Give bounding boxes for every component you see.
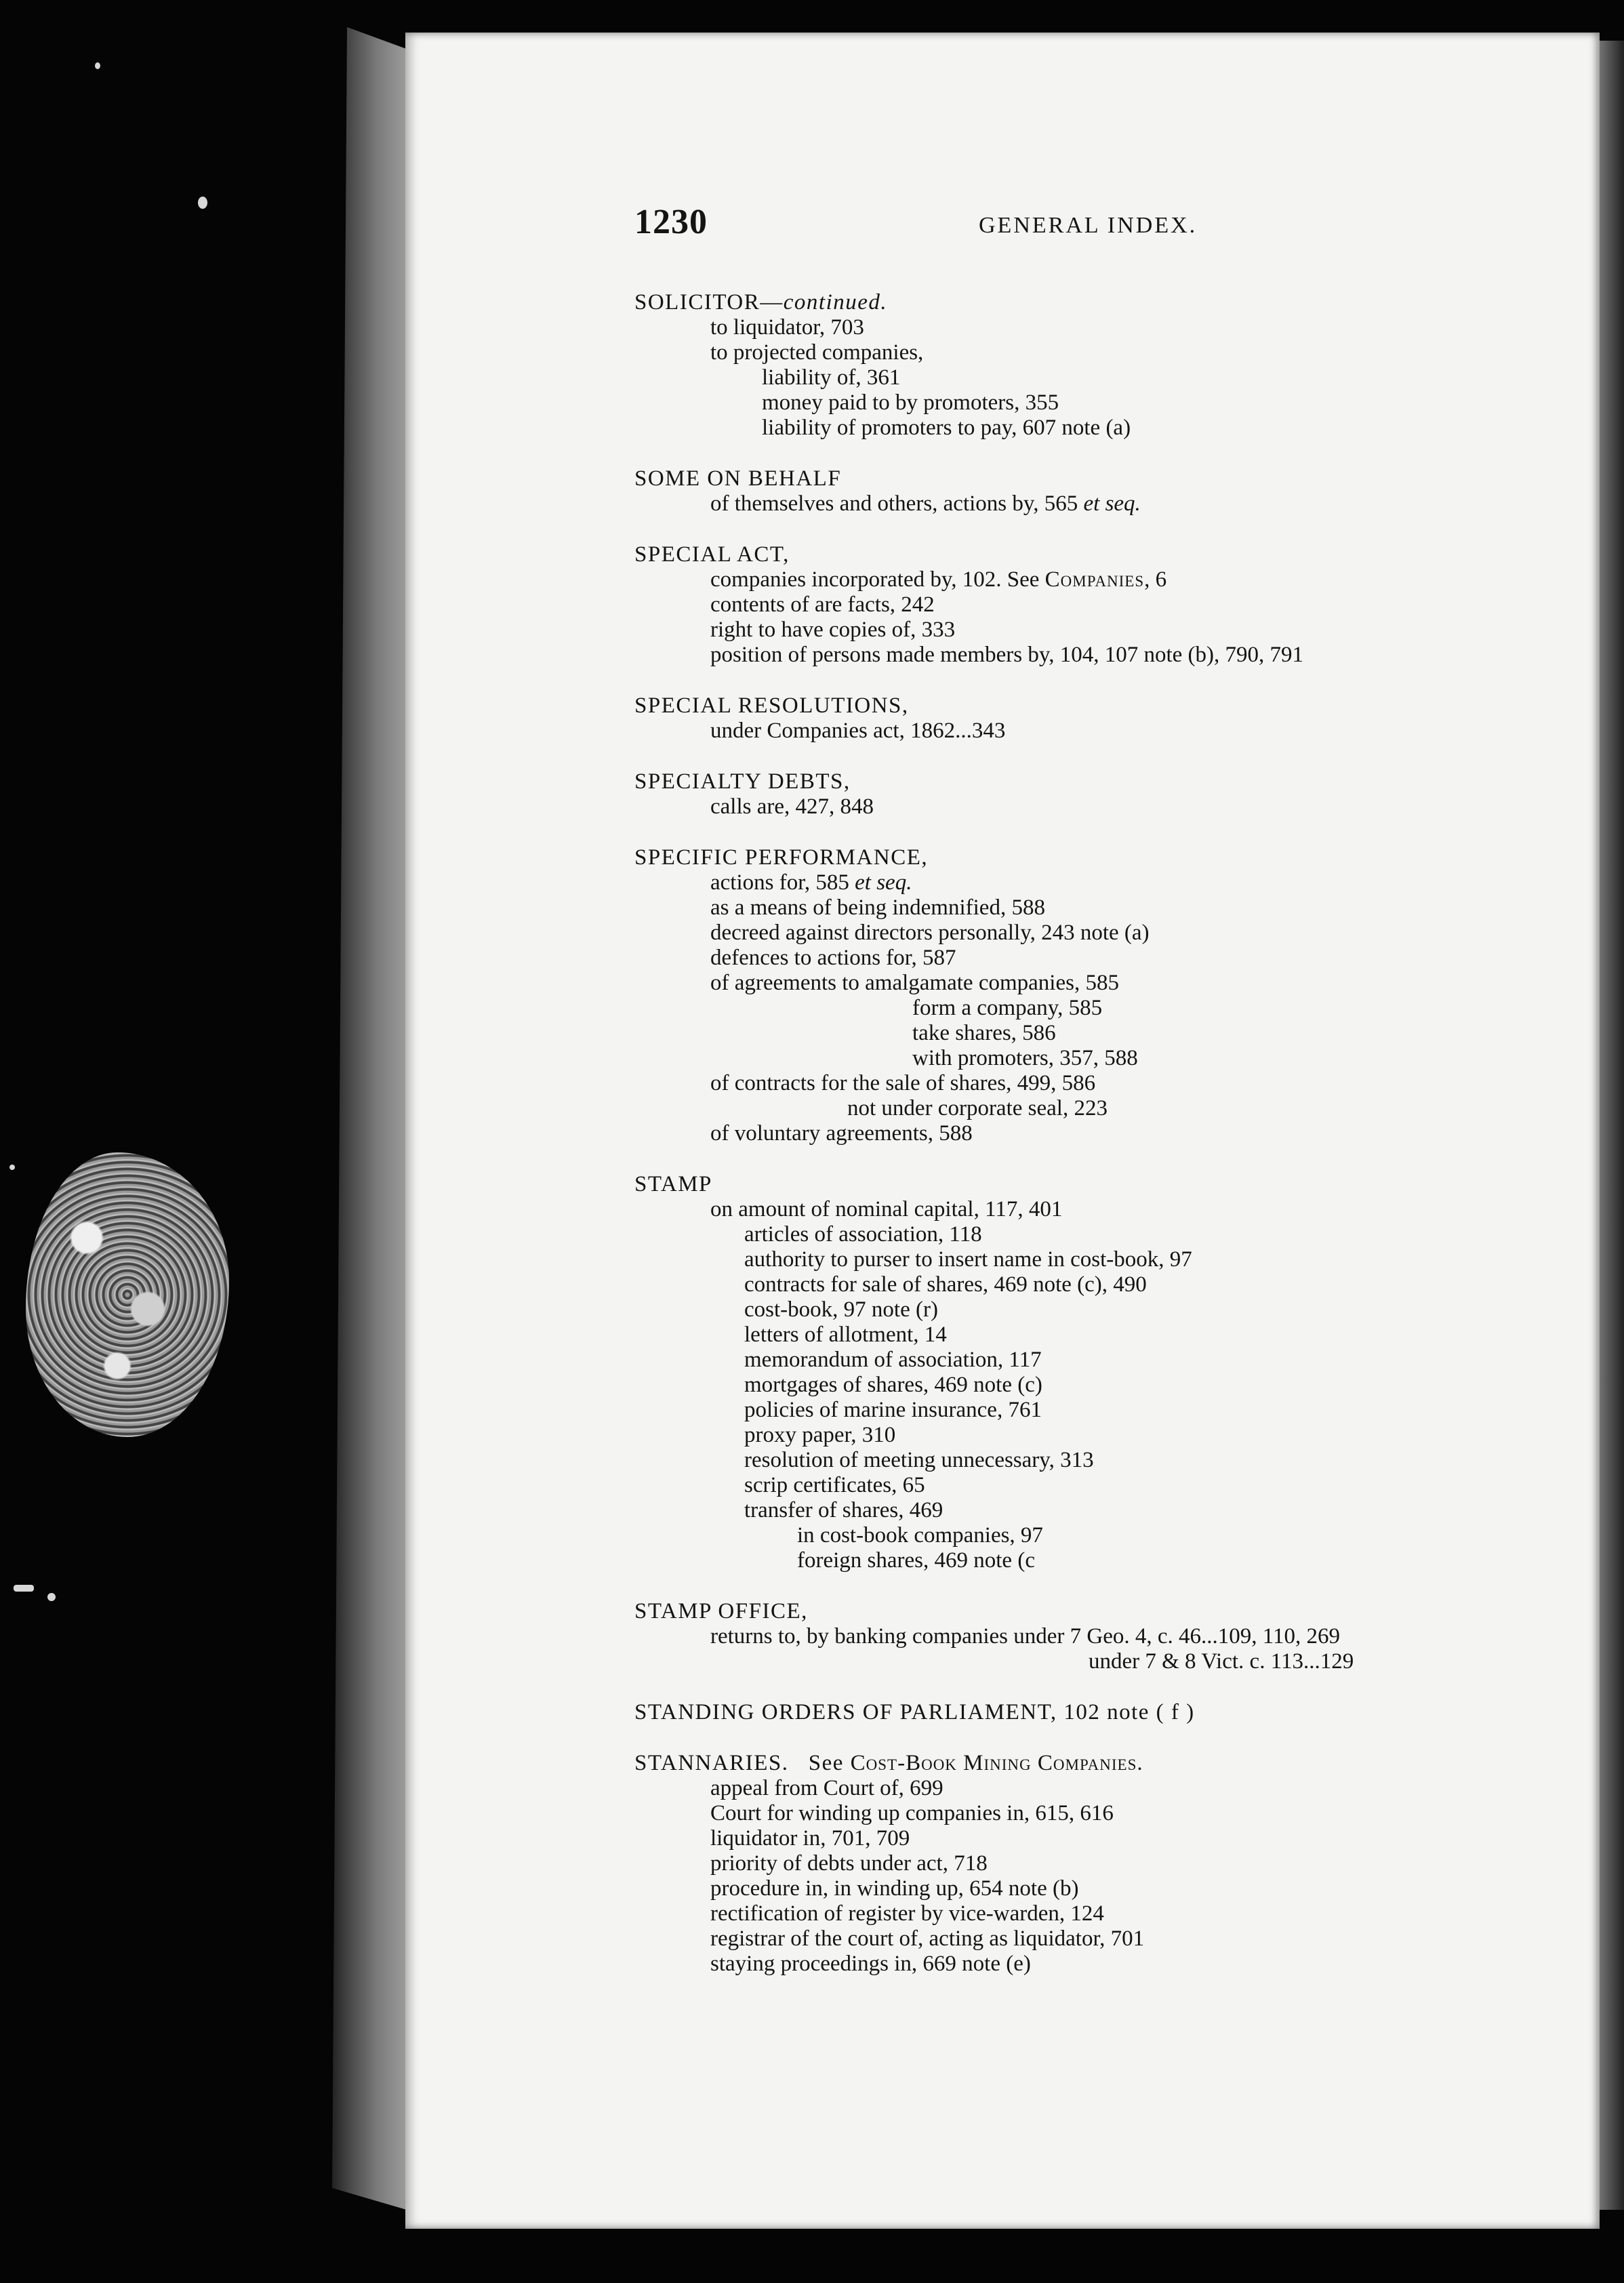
sub-entry: proxy paper, 310 (744, 1423, 896, 1447)
page-number: 1230 (634, 203, 708, 241)
sub-entry: liability of, 361 (762, 365, 901, 390)
sub-entry: of contracts for the sale of shares, 499, 586 (710, 1071, 1096, 1095)
dust-speck (95, 62, 100, 69)
index-entry-solicitor (634, 290, 1604, 441)
sub-entry: in cost-book companies, 97 (797, 1523, 1043, 1548)
index-entry-stamp-office (634, 1599, 1604, 1674)
sub-entry: scrip certificates, 65 (744, 1473, 925, 1497)
dust-speck (47, 1593, 56, 1601)
sub-entry: to liquidator, 703 (710, 315, 864, 340)
index-entry-specific-performance (634, 845, 1604, 1146)
index-entry-stannaries (634, 1751, 1604, 1977)
entry-heading: SPECIFIC PERFORMANCE, (634, 845, 929, 870)
sub-entry: registrar of the court of, acting as liquidator, 701 (710, 1926, 1145, 1951)
sub-entry: take shares, 586 (912, 1021, 1056, 1045)
sub-entry: under Companies act, 1862...343 (710, 719, 1006, 743)
book-page (405, 33, 1600, 2229)
sub-entry: mortgages of shares, 469 note (c) (744, 1373, 1042, 1397)
book-page-edges (332, 27, 407, 2210)
sub-entry: with promoters, 357, 588 (912, 1046, 1138, 1070)
index-entry-some-on-behalf (634, 466, 1604, 517)
sub-entry: decreed against directors personally, 243 note (a) (710, 921, 1150, 945)
dust-speck (198, 197, 207, 209)
sub-entry: under 7 & 8 Vict. c. 113...129 (1089, 1649, 1354, 1674)
sub-entry: articles of association, 118 (744, 1222, 982, 1247)
entry-heading: STANNARIES. See Cost-Book Mining Companies. (634, 1751, 1143, 1775)
entry-heading: SPECIAL ACT, (634, 542, 790, 567)
index-entry-specialty-debts (634, 769, 1604, 820)
sub-entry: not under corporate seal, 223 (847, 1096, 1108, 1120)
sub-entry: of voluntary agreements, 588 (710, 1121, 973, 1146)
sub-entry: Court for winding up companies in, 615, 616 (710, 1801, 1114, 1825)
entry-heading: SPECIAL RESOLUTIONS, (634, 693, 909, 718)
sub-entry: on amount of nominal capital, 117, 401 (710, 1197, 1063, 1221)
sub-entry: companies incorporated by, 102. See Companies, 6 (710, 567, 1167, 592)
index-entry-stamp (634, 1172, 1604, 1573)
entry-heading: STANDING ORDERS OF PARLIAMENT, 102 note ( f ) (634, 1700, 1195, 1724)
sub-entry: money paid to by promoters, 355 (762, 390, 1059, 415)
sub-entry: contracts for sale of shares, 469 note (c), 490 (744, 1272, 1147, 1297)
sub-entry: priority of debts under act, 718 (710, 1851, 988, 1876)
sub-entry: liability of promoters to pay, 607 note (a) (762, 416, 1131, 440)
running-head: GENERAL INDEX. (979, 213, 1198, 238)
sub-entry: memorandum of association, 117 (744, 1348, 1042, 1372)
sub-entry: defences to actions for, 587 (710, 946, 956, 970)
sub-entry: returns to, by banking companies under 7 Geo. 4, c. 46...109, 110, 269 (710, 1624, 1341, 1649)
entry-heading: STAMP OFFICE, (634, 1599, 808, 1623)
index-entry-special-resolutions (634, 693, 1604, 744)
sub-entry: of themselves and others, actions by, 565 et seq. (710, 491, 1141, 516)
sub-entry: of agreements to amalgamate companies, 585 (710, 971, 1119, 995)
sub-entry: resolution of meeting unnecessary, 313 (744, 1448, 1094, 1472)
sub-entry: authority to purser to insert name in cost-book, 97 (744, 1247, 1192, 1272)
entry-heading: SPECIALTY DEBTS, (634, 769, 851, 794)
dust-speck (9, 1165, 15, 1170)
entry-heading: STAMP (634, 1172, 712, 1196)
sub-entry: cost-book, 97 note (r) (744, 1297, 938, 1322)
sub-entry: staying proceedings in, 669 note (e) (710, 1952, 1031, 1976)
sub-entry: contents of are facts, 242 (710, 592, 935, 617)
sub-entry: foreign shares, 469 note (c (797, 1548, 1035, 1573)
sub-entry: form a company, 585 (912, 996, 1103, 1020)
general-index (634, 290, 1604, 2002)
sub-entry: appeal from Court of, 699 (710, 1776, 943, 1800)
sub-entry: calls are, 427, 848 (710, 794, 874, 819)
sub-entry: actions for, 585 et seq. (710, 870, 912, 895)
stain-blot (26, 1152, 229, 1437)
sub-entry: rectification of register by vice-warden, 124 (710, 1901, 1104, 1926)
sub-entry: right to have copies of, 333 (710, 618, 956, 642)
index-entry-special-act (634, 542, 1604, 668)
sub-entry: to projected companies, (710, 340, 924, 365)
entry-heading: SOLICITOR—continued. (634, 290, 888, 315)
sub-entry: position of persons made members by, 104, 107 note (b), 790, 791 (710, 643, 1303, 667)
dust-speck (14, 1585, 34, 1592)
sub-entry: policies of marine insurance, 761 (744, 1398, 1042, 1422)
sub-entry: as a means of being indemnified, 588 (710, 895, 1045, 920)
sub-entry: transfer of shares, 469 (744, 1498, 943, 1522)
sub-entry: procedure in, in winding up, 654 note (b) (710, 1876, 1079, 1901)
sub-entry: liquidator in, 701, 709 (710, 1826, 910, 1851)
page-header (634, 202, 1624, 256)
index-entry-standing-orders (634, 1700, 1604, 1725)
entry-heading: SOME ON BEHALF (634, 466, 842, 491)
sub-entry: letters of allotment, 14 (744, 1322, 947, 1347)
